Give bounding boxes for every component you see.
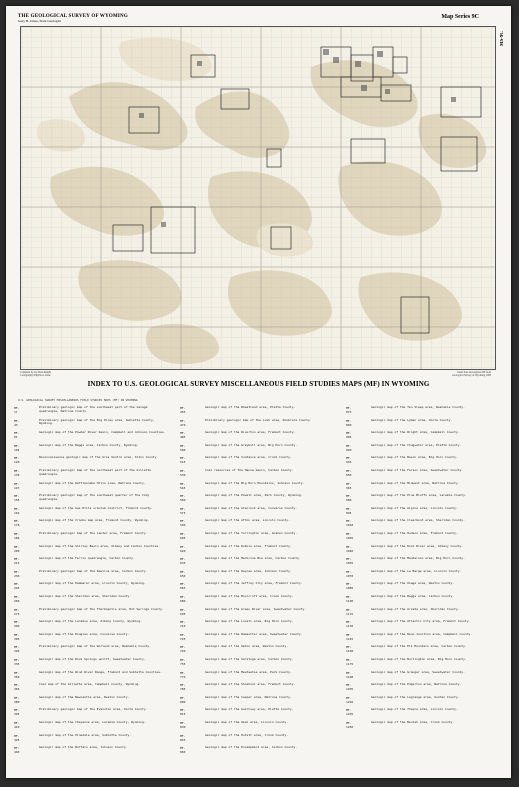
map-description: Geologic map of the Cheyenne area, Laramie County, Wyoming. — [39, 720, 146, 724]
map-number: MF- 740 — [180, 645, 186, 654]
map-number: MF- 710 — [180, 620, 186, 629]
side-code: MS-9C — [500, 31, 505, 47]
map-description: Geologic map of the Ferris quadrangle, Carbon County. — [39, 556, 135, 561]
map-description: Geologic map of the Basin area, Big Horn County. — [371, 455, 458, 460]
map-description: Geologic map of the Riverton area, Fremont County. — [205, 430, 296, 435]
map-description: Geologic map of the Alpine area, Lincoln County. — [371, 505, 458, 510]
map-description: Geologic map of the Jeffrey City area, Fremont County. — [205, 581, 303, 586]
map-number: MF- 575 — [180, 506, 186, 515]
map-description: Geologic map of the Hulett area, Crook County. — [205, 732, 289, 737]
map-number: MF- 290 — [14, 620, 20, 629]
map-description: Preliminary geologic map of the Big Piney area, Sublette County, Wyoming. — [39, 417, 155, 426]
map-description: Geologic map of the Shirley Basin area, Albany and Carbon Counties. — [39, 543, 161, 548]
map-number: MF- 147 — [14, 481, 20, 490]
map-description: Geologic map of the Farson area, Sweetwater County. — [371, 468, 464, 472]
map-description: Geologic map of the Gas Hills uranium district, Fremont County. — [39, 505, 153, 510]
map-description: Geologic map of the Douglas area, Converse County. — [39, 631, 130, 636]
survey-name: THE GEOLOGICAL SURVEY OF WYOMING — [18, 14, 128, 19]
map-description: Coal resources of the Hanna basin, Carbon County. — [205, 468, 294, 472]
map-number: MF- 162 — [14, 506, 20, 515]
map-number: MF- 43 — [14, 418, 20, 427]
map-description: Geologic map of the Pine Bluffs area, Laramie County. — [371, 493, 467, 498]
map-number: MF- 545 — [180, 481, 186, 490]
map-description: Preliminary geologic map of the Worland area, Washakie County. — [39, 644, 151, 649]
map-number: MF- 215 — [14, 557, 20, 566]
map-number: MF-1025 — [346, 532, 354, 540]
map-number: MF- 350 — [14, 670, 20, 679]
map-number: MF- 620 — [180, 544, 186, 553]
compiled-by: Compiled by Jay Dale Knight — [20, 371, 51, 374]
map-description: Geologic map of the Sundance area, Crook County. — [205, 455, 292, 460]
map-description: Geologic map of the Saratoga area, Carbon County. — [205, 657, 294, 661]
map-description: Geologic map of the Elk Mountain area, Carbon County. — [371, 644, 467, 649]
map-number: MF- 920 — [346, 443, 352, 452]
map-description: Geologic map of the Guernsey area, Platte County. — [205, 707, 294, 712]
map-number: MF- 695 — [180, 607, 186, 616]
map-description: Geologic map of the Buffalo area, Johnson County. — [39, 745, 128, 750]
map-description: Geologic map of the Hudson area, Fremont County. — [371, 531, 458, 535]
map-description: Geologic map of the Reno Junction area, Campbell County. — [371, 631, 473, 636]
map-description: Geologic map of the Dubois area, Fremont County. — [205, 543, 292, 548]
list-column — [180, 406, 340, 771]
map-number: MF- 605 — [180, 532, 186, 540]
map-number: MF-1115 — [346, 607, 354, 616]
map-sheet — [6, 6, 511, 778]
map-number: MF-1145 — [346, 632, 354, 641]
map-description: Geologic map of the Shoshoni area, Fremont County. — [205, 682, 296, 687]
map-description: Preliminary geologic map of the Lander area, Fremont County. — [39, 531, 148, 535]
map-number: MF- 230 — [14, 569, 20, 578]
map-description: Coal map of the Gillette area, Campbell County, Wyoming. — [39, 682, 141, 687]
index-map-graphic — [21, 27, 495, 369]
map-number: MF- 770 — [180, 670, 186, 679]
map-number: MF- 104 — [14, 443, 20, 452]
map-number: MF- 440 — [14, 746, 20, 755]
map-number: MF-1100 — [346, 595, 354, 603]
map-number: MF- 365 — [14, 683, 20, 692]
cartography-by: Cartography: Phyllis A. Ranz — [20, 374, 51, 378]
map-number: MF- 455 — [180, 406, 186, 414]
map-number: MF-1205 — [346, 683, 354, 692]
map-number: MF-1220 — [346, 695, 354, 704]
map-number: MF- 980 — [346, 494, 352, 503]
map-description: Geologic map of the Thayne area, Lincoln County. — [371, 707, 458, 712]
list-column — [14, 406, 174, 771]
map-number: MF- 950 — [346, 469, 352, 477]
map-description: Geologic map of the Encampment area, Carbon County. — [205, 745, 298, 750]
map-number: MF- 155 — [14, 494, 20, 503]
map-description: Preliminary geologic map of the northeast part of the Gillette quadrangle. — [39, 468, 151, 476]
map-description: Geologic map of the Osage area, Weston County. — [371, 581, 455, 586]
map-description: Geologic map of the Wamsutter area, Sweetwater County. — [205, 631, 303, 636]
map-number: MF-1010 — [346, 519, 354, 528]
map-number: MF- 260 — [14, 595, 20, 603]
map-description: Geologic map of the Laramie area, Albany County, Wyoming. — [39, 619, 142, 624]
map-number: MF-1160 — [346, 645, 354, 654]
map-description: Geologic map of the Medicine Bow area, Carbon County. — [205, 556, 301, 561]
map-description: Geologic map of the Beulah area, Crook County. — [371, 720, 455, 724]
map-description: Geologic map of the Afton area, Lincoln County. — [205, 518, 290, 523]
map-number: MF- 560 — [180, 494, 186, 503]
map-number: MF- 305 — [14, 632, 20, 641]
map-description: Geologic map of the Wright area, Campbell County. — [371, 430, 460, 435]
map-number: MF-1130 — [346, 620, 354, 629]
map-description: Geologic map of the Crooks Gap area, Fremont County, Wyoming. — [39, 518, 150, 523]
map-description: Geologic map of the Edgerton area, Natrona County. — [371, 682, 462, 687]
map-description: Geologic map of the Pinedale area, Sublette County. — [39, 732, 132, 737]
map-number: MF- 335 — [14, 658, 20, 666]
map-description: Geologic map of the Clearmont area, Sheridan County. — [371, 518, 465, 523]
map-number: MF- 935 — [346, 456, 352, 465]
map-number: MF- 245 — [14, 582, 20, 591]
map-number: MF- 320 — [14, 645, 20, 654]
list-heading: U.S. GEOLOGICAL SURVEY MISCELLANEOUS FIELD STUDIES MAPS (MF) IN WYOMING — [18, 398, 138, 402]
map-description: Geologic map of the Meeteetse area, Park County. — [205, 669, 292, 674]
map-description: Reconnaissance geologic map of the Gros Ventre area, Teton County. — [39, 455, 159, 460]
map-description: Geologic map of the Lovell area, Big Horn County. — [205, 619, 294, 624]
map-description: Geologic map of the Granger area, Sweetwater County. — [371, 669, 465, 674]
map-number: MF-1250 — [346, 721, 354, 729]
map-number: MF- 650 — [180, 569, 186, 578]
map-number: MF- 635 — [180, 557, 186, 566]
map-number: MF-1055 — [346, 557, 354, 566]
map-number: MF- 725 — [180, 632, 186, 641]
map-description: Geologic map of the Greybull area, Big Horn County. — [205, 442, 298, 447]
map-number: MF- 139 — [14, 469, 20, 477]
map-number: MF- 830 — [180, 721, 186, 729]
map-number: MF- 785 — [180, 683, 186, 692]
map-number: MF- 860 — [180, 746, 186, 755]
map-number: MF- 485 — [180, 431, 186, 440]
map-title: INDEX TO U.S. GEOLOGICAL SURVEY MISCELLANEOUS FIELD STUDIES MAPS (MF) IN WYOMING — [87, 380, 430, 388]
map-description: Geologic map of the Green River area, Sweetwater County. — [205, 606, 307, 611]
map-number: MF- 186 — [14, 532, 20, 540]
map-description: Geologic map of the Baggs area, Carbon County. — [371, 594, 455, 598]
map-description: Geologic map of the Torrington area, Goshen County. — [205, 531, 298, 535]
map-number: MF- 425 — [14, 733, 20, 742]
map-list — [14, 406, 504, 771]
map-description: Geologic map of the Manderson area, Big Horn County. — [371, 556, 465, 561]
map-description: Geologic map of the Rattlesnake Hills area, Natrona County. — [39, 480, 146, 485]
map-description: Geologic map of the Upton area, Weston County. — [205, 644, 289, 649]
map-number: MF- 500 — [180, 443, 186, 452]
map-description: Geologic map of the Midwest area, Natrona County. — [371, 480, 460, 485]
map-number: MF- 200 — [14, 544, 20, 553]
map-number: MF-1190 — [346, 670, 354, 679]
map-description: Geologic map of the Powder River basin, Campbell and Johnson Counties. — [39, 430, 166, 435]
map-description: Geologic map of the Casper area, Natrona County. — [205, 694, 292, 699]
map-number: MF- 800 — [180, 695, 186, 704]
map-description: Preliminary geologic map of the Evanston area, Uinta County. — [39, 707, 148, 712]
map-number: MF-1175 — [346, 658, 354, 666]
map-number: MF- 275 — [14, 607, 20, 616]
map-number: MF- 875 — [346, 406, 352, 414]
map-description: Geologic map of the Arvada area, Sheridan County. — [371, 606, 460, 611]
map-description: Geologic map of the Lagrange area, Goshen County. — [371, 694, 460, 699]
map-description: Geologic map of the Rock River area, Albany County. — [371, 543, 464, 548]
map-description: Geologic map of the Chugwater area, Platte County. — [371, 442, 462, 447]
map-description: Geologic map of the Opal area, Lincoln County. — [205, 720, 289, 724]
map-description: Geologic map of the Baggs area, Carbon County, Wyoming. — [39, 442, 139, 447]
compiled-credit — [20, 371, 60, 377]
map-number: MF- 515 — [180, 456, 186, 465]
map-description: Geologic map of the Glenrock area, Converse County. — [205, 505, 298, 510]
map-number: MF-1235 — [346, 708, 354, 717]
map-description: Geologic map of the Kemmerer area, Lincoln County, Wyoming. — [39, 581, 146, 586]
map-number: MF- 17 — [14, 406, 20, 414]
map-number: MF- 905 — [346, 431, 352, 440]
map-description: Geologic map of the Kaycee area, Johnson County. — [205, 568, 292, 573]
map-number: MF-1085 — [346, 582, 354, 591]
map-description: Preliminary geologic map of the southeast part of the Savage quadrangle, Natrona County. — [39, 405, 148, 413]
map-description: Geologic map of the Burlington area, Big Horn County. — [371, 657, 467, 661]
map-number: MF-1040 — [346, 544, 354, 553]
map-description: Preliminary geologic map of the Lusk area, Niobrara County. — [205, 417, 312, 422]
list-column — [346, 406, 506, 771]
index-map[interactable] — [20, 26, 496, 370]
map-description: Geologic map of the Big Horn Mountains, Johnson County. — [205, 480, 305, 485]
map-description: Geologic map of the Wheatland area, Platte County. — [205, 405, 296, 409]
map-description: Geologic map of the Sheridan area, Sheridan County. — [39, 594, 132, 598]
map-description: Geologic map of the Newcastle area, Weston County. — [39, 694, 130, 699]
map-number: MF-1070 — [346, 569, 354, 578]
map-number: MF- 965 — [346, 481, 352, 490]
map-number: MF- 395 — [14, 708, 20, 717]
map-number: MF- 178 — [14, 519, 20, 528]
map-number: MF- 590 — [180, 519, 186, 528]
map-number: MF- 380 — [14, 695, 20, 704]
map-number: MF- 680 — [180, 595, 186, 603]
map-description: Preliminary geologic map of the southwest quarter of the Cody quadrangle. — [39, 493, 150, 501]
map-number: MF- 81 — [14, 431, 20, 440]
map-description: Geologic map of the Lyman area, Uinta County. — [371, 417, 453, 422]
state-geologist: Gary B. Glass, State Geologist — [18, 18, 61, 23]
map-number: MF- 470 — [180, 418, 186, 427]
map-description: Geologic map of the Powell area, Park County, Wyoming. — [205, 493, 303, 498]
map-number: MF- 665 — [180, 582, 186, 591]
map-description: Geologic map of the Atlantic City area, Fremont County. — [371, 619, 471, 624]
date-credit: Index date and regions MF from Geological Survey of Wyoming 1985 — [452, 371, 491, 378]
map-description: Geologic map of the Wind River Range, Fremont and Sublette Counties. — [39, 669, 162, 674]
map-number: MF- 845 — [180, 733, 186, 742]
map-description: Geologic map of the La Barge area, Lincoln County. — [371, 568, 462, 573]
header-left — [18, 14, 128, 23]
map-number: MF- 890 — [346, 418, 352, 427]
map-description: Geologic map of the Ten Sleep area, Washakie County. — [371, 405, 465, 409]
map-number: MF- 410 — [14, 721, 20, 729]
map-number: MF- 755 — [180, 658, 186, 666]
map-description: Geologic map of the Moorcroft area, Crook County. — [205, 594, 294, 598]
map-number: MF- 530 — [180, 469, 186, 477]
map-number: MF- 815 — [180, 708, 186, 717]
map-number: MF- 120 — [14, 456, 20, 465]
map-description: Preliminary geologic map of the Rawlins area, Carbon County. — [39, 568, 148, 573]
map-description: Geologic map of the Rock Springs uplift, Sweetwater County. — [39, 657, 146, 661]
map-description: Preliminary geologic map of the Thermopolis area, Hot Springs County. — [39, 606, 164, 611]
map-number: MF- 995 — [346, 506, 352, 515]
map-series: Map Series 9C — [441, 14, 479, 20]
